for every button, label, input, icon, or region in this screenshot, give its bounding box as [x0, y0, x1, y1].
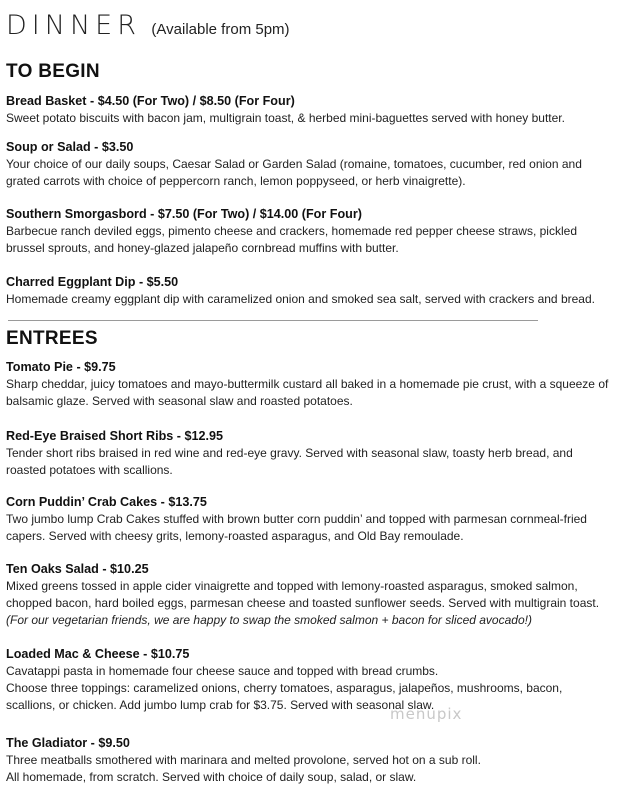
item-description [6, 445, 614, 479]
section-divider [8, 320, 538, 321]
item-name: Loaded Mac & Cheese - $10.75 [6, 647, 190, 661]
item-description [6, 511, 614, 545]
item-description [6, 223, 614, 257]
item-description [6, 663, 614, 714]
item-description-line: Mixed greens tossed in apple cider vinaigrette and topped with lemony-roasted asparagus, smoked salmon, chopped bacon, hard boiled eggs, parmesan cheese and toasted sunflower seeds. Served with multigrain toast. [6, 579, 600, 610]
menu-item-loaded-mac-cheese [6, 646, 614, 714]
item-description-line: Three meatballs smothered with marinara and melted provolone, served hot on a sub roll. [6, 753, 481, 767]
item-description-line: Choose three toppings: caramelized onions, cherry tomatoes, asparagus, jalapeños, mushrooms, bacon, scallions, or chicken. Add jumbo lump crab for $3.75. Served with seasonal slaw. [6, 681, 563, 712]
section-title-entrees: ENTREES [6, 328, 98, 349]
item-name: Red-Eye Braised Short Ribs - $12.95 [6, 429, 223, 443]
item-name: Southern Smorgasbord - $7.50 (For Two) / $14.00 (For Four) [6, 207, 362, 221]
item-note: (For our vegetarian friends, we are happy to swap the smoked salmon + bacon for sliced avocado!) [6, 613, 532, 627]
menu-item-bread-basket [6, 93, 614, 127]
item-description-line: Tender short ribs braised in red wine and red-eye gravy. Served with seasonal slaw, toasty herb bread, and roasted potatoes with scallions. [6, 446, 573, 477]
item-description [6, 156, 614, 190]
item-description-line: Barbecue ranch deviled eggs, pimento cheese and crackers, homemade red pepper cheese straws, pickled brussel sprouts, and honey-glazed jalapeño cornbread muffins with butter. [6, 224, 577, 255]
item-description-line: Homemade creamy eggplant dip with caramelized onion and smoked sea salt, served with crackers and bread. [6, 292, 595, 306]
menu-item-crab-cakes [6, 494, 614, 545]
menu-item-charred-eggplant-dip [6, 274, 614, 308]
item-name: Soup or Salad - $3.50 [6, 140, 134, 154]
item-description [6, 752, 614, 786]
menu-item-the-gladiator [6, 735, 614, 786]
item-name: Tomato Pie - $9.75 [6, 360, 116, 374]
item-description-line: Sharp cheddar, juicy tomatoes and mayo-buttermilk custard all baked in a homemade pie crust, with a squeeze of balsamic glaze. Served with seasonal slaw and roasted potatoes. [6, 377, 609, 408]
menu-item-soup-or-salad [6, 139, 614, 190]
item-description-line: Two jumbo lump Crab Cakes stuffed with brown butter corn puddin’ and topped with parmesan cornmeal-fried capers. Served with cheesy grits, lemony-roasted asparagus, and Old Bay remoulade. [6, 512, 587, 543]
menu-item-southern-smorgasbord [6, 206, 614, 257]
item-name: Bread Basket - $4.50 (For Two) / $8.50 (For Four) [6, 94, 295, 108]
menu-header [6, 10, 290, 41]
menupix-watermark: menupix [390, 705, 463, 723]
section-title-to-begin: TO BEGIN [6, 61, 100, 82]
item-description [6, 376, 614, 410]
item-name: Corn Puddin’ Crab Cakes - $13.75 [6, 495, 207, 509]
item-description [6, 291, 614, 308]
item-name: Ten Oaks Salad - $10.25 [6, 562, 149, 576]
item-description [6, 110, 614, 127]
menu-availability: (Available from 5pm) [151, 21, 290, 38]
item-description-line: Your choice of our daily soups, Caesar Salad or Garden Salad (romaine, tomatoes, cucumber, red onion and grated carrots with choice of peppercorn ranch, lemon poppyseed, or herb vinaigrette). [6, 157, 582, 188]
menu-item-ten-oaks-salad [6, 561, 614, 629]
item-name: The Gladiator - $9.50 [6, 736, 130, 750]
item-description [6, 578, 614, 629]
menu-item-red-eye-short-ribs [6, 428, 614, 479]
menu-title: DINNER [6, 10, 141, 41]
item-name: Charred Eggplant Dip - $5.50 [6, 275, 179, 289]
menu-item-tomato-pie [6, 359, 614, 410]
item-description-line: All homemade, from scratch. Served with choice of daily soup, salad, or slaw. [6, 770, 417, 784]
item-description-line: Sweet potato biscuits with bacon jam, multigrain toast, & herbed mini-baguettes served with honey butter. [6, 111, 565, 125]
item-description-line: Cavatappi pasta in homemade four cheese sauce and topped with bread crumbs. [6, 664, 439, 678]
